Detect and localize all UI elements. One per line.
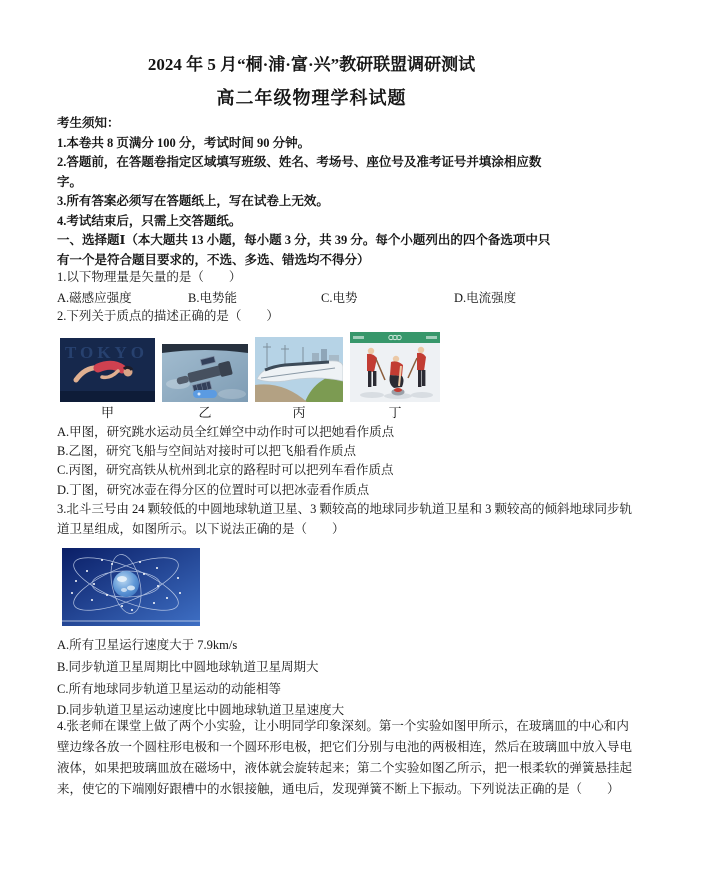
figure-jia (60, 338, 155, 420)
q2-stem: 2.下列关于质点的描述正确的是（ ） (57, 309, 279, 323)
q3-options (57, 635, 657, 722)
page-title: 2024 年 5 月“桐·浦·富·兴”教研联盟调研测试 (147, 55, 476, 74)
page-subtitle: 高二年级物理学科试题 (216, 88, 407, 108)
figure-bing (255, 337, 343, 420)
q2-option-d: D.丁图，研究冰壶在得分区的位置时可以把冰壶看作质点 (57, 482, 370, 497)
q2-figure-row (60, 332, 440, 420)
figure-ding (350, 332, 440, 420)
q2-option-b: B.乙图，研究飞船与空间站对接时可以把飞船看作质点 (57, 444, 356, 459)
notice-block (57, 114, 657, 232)
q3-stem-block (57, 499, 657, 539)
q4-stem-line-3: 液体，如果把玻璃皿放在磁场中，液体就会旋转起来；第二个实验如图乙所示，把一根柔软的弹簧悬挂起 (57, 761, 633, 775)
q3-stem-line-1: 3.北斗三号由 24 颗较低的中圆地球轨道卫星、3 颗较高的地球同步轨道卫星和 3 颗较高的倾斜地球同步轨 (57, 502, 633, 516)
notice-line-1: 1.本卷共 8 页满分 100 分，考试时间 90 分钟。 (57, 135, 311, 150)
q2-options (57, 423, 657, 500)
tokyo-watermark: TOKYO (65, 343, 148, 362)
figure-ding-label: 丁 (388, 405, 402, 420)
figure-bing-label: 丙 (292, 405, 306, 420)
diver-photo (60, 338, 155, 402)
q2-option-c: C.丙图，研究高铁从杭州到北京的路程时可以把列车看作质点 (57, 463, 394, 478)
q2-option-a: A.甲图，研究跳水运动员全红婵空中动作时可以把她看作质点 (57, 425, 395, 439)
q4-stem-line-4: 来，使它的下端刚好跟槽中的水银接触，通电后，发现弹簧不断上下振动。下列说法正确的是（ ） (57, 782, 620, 796)
notice-heading: 考生须知： (57, 116, 120, 130)
figure-yi-label: 乙 (198, 405, 212, 420)
section1-heading-line-1: 一、选择题Ⅰ（本大题共 13 小题，每小题 3 分，共 39 分。每个小题列出的四个备选项中只 (57, 233, 551, 247)
q3-figure (62, 548, 200, 631)
q1-stem-block (57, 268, 657, 288)
q4-stem-block (57, 716, 657, 800)
q4-stem-line-1: 4.张老师在课堂上做了两个小实验，让小明同学印象深刻。第一个实验如图甲所示，在玻璃皿的中心和内 (57, 719, 629, 733)
q1-option-d: D.电流强度 (454, 291, 517, 305)
q3-option-d: D.同步轨道卫星运动速度比中圆地球轨道卫星速度大 (57, 703, 345, 718)
notice-line-2: 2.答题前，在答题卷指定区域填写班级、姓名、考场号、座位号及准考证号并填涂相应数 (57, 155, 542, 170)
q3-option-c: C.所有地球同步轨道卫星运动的动能相等 (57, 681, 281, 696)
q1-option-b: B.电势能 (188, 291, 237, 305)
section1-heading-line-2: 有一个是符合题目要求的，不选、多选、错选均不得分） (57, 253, 370, 267)
figure-yi (162, 344, 248, 420)
q1-option-a: A.磁感应强度 (57, 291, 132, 305)
train-photo (255, 337, 343, 402)
notice-line-4: 4.考试结束后，只需上交答题纸。 (57, 213, 242, 228)
figure-jia-label: 甲 (100, 405, 114, 420)
section1-heading (57, 230, 657, 270)
q2-stem-block (57, 307, 657, 327)
q3-option-a: A.所有卫星运行速度大于 7.9km/s (57, 638, 238, 652)
q3-option-b: B.同步轨道卫星周期比中圆地球轨道卫星周期大 (57, 659, 319, 674)
spacecraft-photo (162, 344, 248, 402)
notice-line-3: 3.所有答案必须写在答题纸上，写在试卷上无效。 (57, 194, 329, 209)
beidou-orbit-image (62, 548, 200, 626)
q1-stem: 1.以下物理量是矢量的是（ ） (57, 270, 242, 284)
q1-options (57, 288, 645, 308)
q1-option-c: C.电势 (321, 291, 358, 305)
curling-photo (350, 332, 440, 402)
notice-line-2b: 字。 (57, 174, 83, 189)
q4-stem-line-2: 壁边缘各放一个圆柱形电极和一个圆环形电极，把它们分别与电池的两极相连，然后在玻璃皿中放入导电 (57, 740, 633, 754)
q3-stem-line-2: 道卫星组成，如图所示。以下说法正确的是（ ） (57, 522, 345, 536)
